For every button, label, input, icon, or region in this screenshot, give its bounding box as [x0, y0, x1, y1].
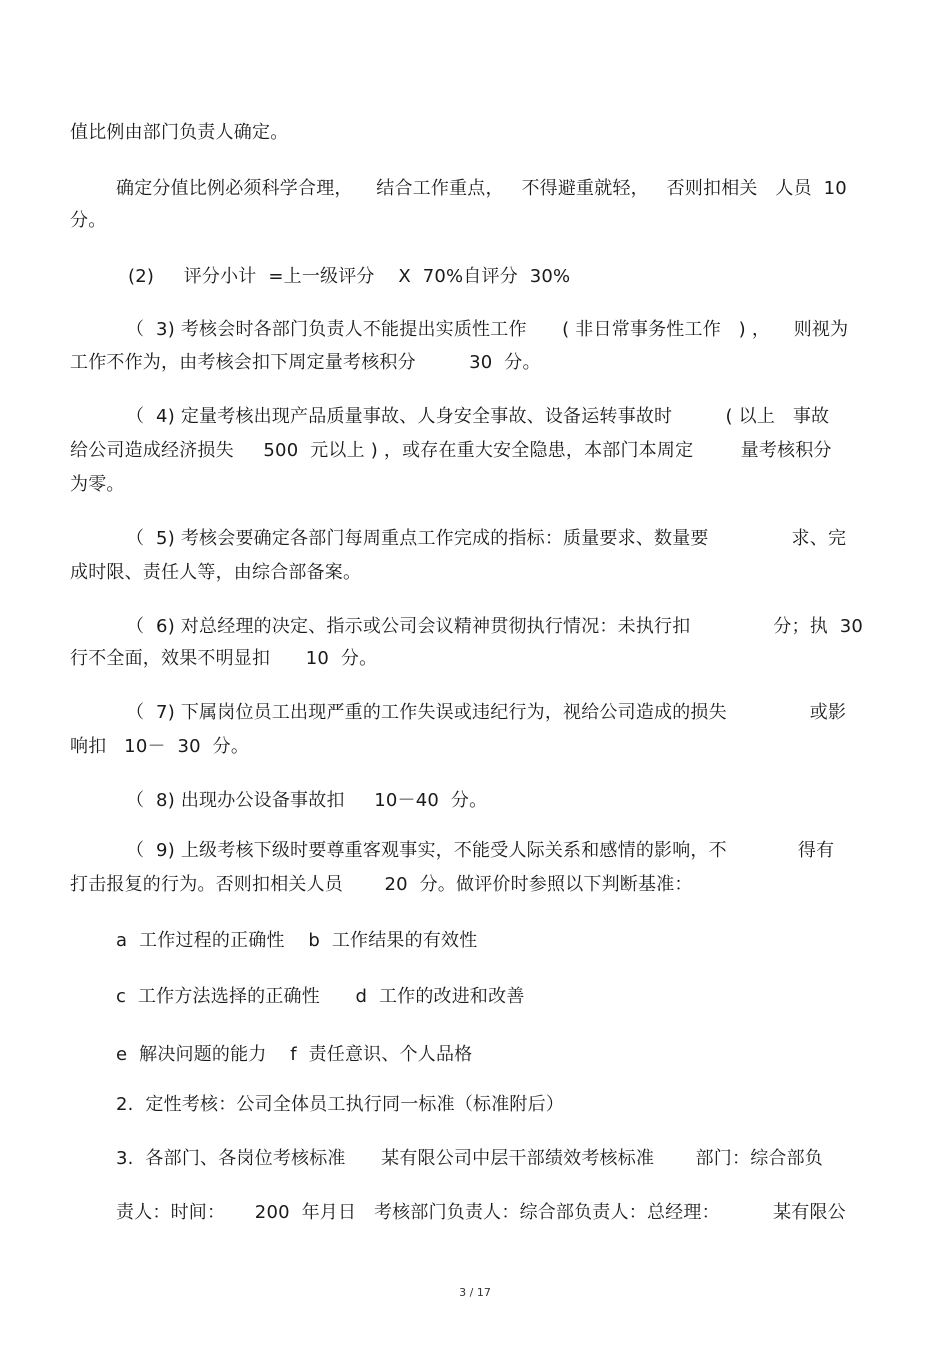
text-line: (2) 评分小计 =上一级评分 X 70%自评分 30%: [128, 266, 571, 287]
text-line: （ 3) 考核会时各部门负责人不能提出实质性工作 ( 非日常事务性工作 ) ， 则视为: [126, 319, 849, 340]
text-line: 为零。: [70, 474, 125, 495]
text-line: 行不全面，效果不明显扣 10 分。: [70, 648, 378, 669]
text-line: 给公司造成经济损失 500 元以上 ) ，或存在重大安全隐患，本部门本周定 量考核积分: [70, 440, 832, 461]
text-line: 打击报复的行为。否则扣相关人员 20 分。做评价时参照以下判断基准：: [70, 874, 693, 895]
text-line: （ 9) 上级考核下级时要尊重客观事实，不能受人际关系和感情的影响，不 得有: [126, 840, 835, 861]
text-line: 值比例由部门负责人确定。: [70, 122, 289, 143]
text-line: （ 6) 对总经理的决定、指示或公司会议精神贯彻执行情况：未执行扣 分；执 30: [126, 616, 864, 637]
text-line: 响扣 10－ 30 分。: [70, 736, 250, 757]
text-line: 分。: [70, 210, 107, 231]
text-line: 成时限、责任人等，由综合部备案。: [70, 562, 362, 583]
text-line: e 解决问题的能力 f 责任意识、个人品格: [116, 1044, 473, 1065]
text-line: （ 8) 出现办公设备事故扣 10－40 分。: [126, 790, 488, 811]
text-line: 2. 定性考核：公司全体员工执行同一标准（标准附后）: [116, 1094, 565, 1115]
text-line: （ 5) 考核会要确定各部门每周重点工作完成的指标：质量要求、数量要 求、完: [126, 528, 847, 549]
text-line: a 工作过程的正确性 b 工作结果的有效性: [116, 930, 478, 951]
text-line: （ 7) 下属岗位员工出现严重的工作失误或违纪行为，视给公司造成的损失 或影: [126, 702, 847, 723]
text-line: 确定分值比例必须科学合理， 结合工作重点， 不得避重就轻， 否则扣相关 人员 10: [116, 178, 847, 199]
text-line: 工作不作为，由考核会扣下周定量考核积分 30 分。: [70, 352, 541, 373]
text-line: （ 4) 定量考核出现产品质量事故、人身安全事故、设备运转事故时 ( 以上 事故: [126, 406, 830, 427]
page-number: 3 / 17: [459, 1286, 491, 1299]
text-line: 责人：时间： 200 年月日 考核部门负责人：综合部负责人：总经理： 某有限公: [116, 1202, 846, 1223]
text-line: 3. 各部门、各岗位考核标准 某有限公司中层干部绩效考核标准 部门：综合部负: [116, 1148, 823, 1169]
text-line: c 工作方法选择的正确性 d 工作的改进和改善: [116, 986, 525, 1007]
